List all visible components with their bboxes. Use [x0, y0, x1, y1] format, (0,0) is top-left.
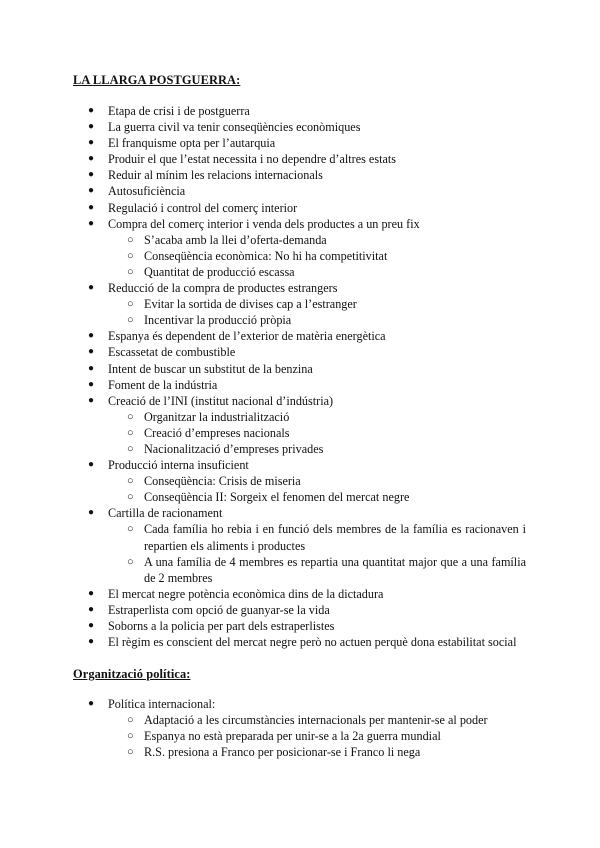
- bullet-icon: ●: [88, 282, 95, 294]
- sub-list-item: [127, 409, 526, 425]
- bullet-icon: ●: [88, 636, 95, 648]
- list-item: [0, 634, 528, 650]
- bullet-icon: ●: [88, 185, 95, 197]
- sub-list-item: [127, 441, 526, 457]
- list-item-text: Escassetat de combustible: [108, 345, 236, 360]
- sub-list-item: [127, 728, 526, 744]
- bullet-icon: ●: [88, 394, 95, 406]
- list-item: [0, 696, 528, 760]
- hollow-bullet-icon: ○: [127, 491, 134, 504]
- list-item: [0, 135, 528, 151]
- bullet-icon: ●: [88, 507, 95, 519]
- list-item: [0, 151, 528, 167]
- list-item: [0, 505, 528, 585]
- sub-list: [108, 521, 528, 585]
- list-item-text: Etapa de crisi i de postguerra: [108, 104, 250, 118]
- sub-list: [108, 296, 528, 328]
- sub-list-item: [127, 248, 526, 264]
- hollow-bullet-icon: ○: [127, 233, 134, 246]
- sub-list: [108, 712, 528, 760]
- hollow-bullet-icon: ○: [127, 555, 134, 568]
- list-item-text: Autosuficiència: [108, 184, 186, 199]
- hollow-bullet-icon: ○: [127, 442, 134, 455]
- list-item: [0, 167, 528, 183]
- bullet-icon: ●: [88, 698, 95, 709]
- list-item-text: Reducció de la compra de productes estrangers: [108, 281, 338, 296]
- bullet-icon: ●: [88, 105, 95, 116]
- bullet-icon: ●: [88, 459, 95, 471]
- list-item-text: Creació de l’INI (institut nacional d’indústria): [108, 393, 334, 408]
- hollow-bullet-icon: ○: [127, 265, 134, 278]
- bullet-icon: ●: [88, 153, 95, 165]
- bullet-icon: ●: [88, 603, 95, 615]
- sub-list-item: [127, 473, 526, 489]
- sub-list-item-text: Conseqüència: Crisis de miseria: [144, 474, 301, 489]
- hollow-bullet-icon: ○: [127, 249, 134, 262]
- bullet-icon: ●: [88, 217, 95, 229]
- sub-list: [108, 232, 528, 280]
- list-item: [0, 457, 528, 505]
- list-item-text: El mercat negre potència econòmica dins de la dictadura: [108, 586, 384, 601]
- list-item: [0, 586, 528, 602]
- bullet-icon: ●: [88, 362, 95, 374]
- bullet-icon: ●: [88, 378, 95, 390]
- sub-list-item: [127, 554, 526, 586]
- list-item-text: Soborns a la policia per part dels estraperlistes: [108, 619, 335, 633]
- list-item: [0, 200, 528, 216]
- bullet-icon: ●: [88, 330, 95, 342]
- list-item-text: Intent de buscar un substitut de la benzina: [108, 361, 313, 376]
- sub-list-item-text: Organitzar la industrialització: [144, 409, 290, 424]
- list-item: [0, 602, 528, 618]
- sub-list-item-text: Conseqüència II: Sorgeix el fenomen del mercat negre: [144, 490, 410, 505]
- sub-list-item-text: A una família de 4 membres es repartia una quantitat major que a una família de 2 membres: [144, 554, 526, 585]
- list-item: [0, 280, 528, 328]
- bullet-icon: ●: [88, 587, 95, 599]
- sub-list-item-text: Conseqüència econòmica: No hi ha competitivitat: [144, 248, 388, 263]
- sub-list-item-text: Creació d’empreses nacionals: [144, 425, 290, 440]
- list-item-text: Compra del comerç interior i venda dels productes a un preu fix: [108, 216, 420, 231]
- hollow-bullet-icon: ○: [127, 714, 134, 727]
- sub-list: [108, 473, 528, 505]
- hollow-bullet-icon: ○: [127, 426, 134, 439]
- list-item: [0, 103, 528, 119]
- hollow-bullet-icon: ○: [127, 314, 134, 327]
- hollow-bullet-icon: ○: [127, 730, 134, 743]
- list-item-text: Produir el que l’estat necessita i no dependre d’altres estats: [108, 152, 397, 167]
- sub-list-item-text: Nacionalització d’empreses privades: [144, 441, 324, 456]
- sub-list-item: [127, 744, 526, 760]
- sub-list-item: [127, 489, 526, 505]
- bullet-icon: ●: [88, 137, 95, 149]
- sub-list-item: [127, 312, 526, 328]
- section-title: LA LLARGA POSTGUERRA:: [73, 73, 241, 87]
- sub-list-item: [127, 296, 526, 312]
- sub-list-item-text: Evitar la sortida de divises cap a l’estranger: [144, 297, 357, 312]
- list-item: [0, 377, 528, 393]
- list-item: [0, 216, 528, 280]
- list-item-text: Regulació i control del comerç interior: [108, 200, 298, 215]
- hollow-bullet-icon: ○: [127, 523, 134, 536]
- list-item-text: Espanya és dependent de l’exterior de matèria energètica: [108, 329, 386, 344]
- list-item: [0, 344, 528, 360]
- list-item-text: Estraperlista com opció de guanyar-se la vida: [108, 602, 330, 617]
- bullet-icon: ●: [88, 620, 95, 631]
- list-item-text: Política internacional:: [108, 697, 216, 711]
- list-item: [0, 328, 528, 344]
- sub-list-item-text: R.S. presiona a Franco per posicionar-se i Franco li nega: [144, 745, 421, 760]
- sub-list-item-text: Incentivar la producció pròpia: [144, 313, 292, 328]
- sub-list-item: [127, 425, 526, 441]
- sub-list-item-text: Quantitat de producció escassa: [144, 264, 295, 279]
- hollow-bullet-icon: ○: [127, 410, 134, 423]
- list-item: [0, 618, 528, 634]
- sub-list: [108, 409, 528, 457]
- sub-list-item: [127, 712, 526, 728]
- sub-list-item-text: Cada família ho rebia i en funció dels membres de la família es racionaven i repartien els aliments i productes: [144, 522, 526, 553]
- list-item: [0, 183, 528, 199]
- list-item: [0, 393, 528, 457]
- sub-list-item-text: Adaptació a les circumstàncies internacionals per mantenir-se al poder: [144, 713, 488, 728]
- list-item-text: La guerra civil va tenir conseqüències econòmiques: [108, 120, 361, 135]
- hollow-bullet-icon: ○: [127, 475, 134, 488]
- bullet-icon: ●: [88, 121, 95, 133]
- section-title: Organització política:: [73, 667, 191, 681]
- list-item-text: Foment de la indústria: [108, 377, 218, 392]
- list-item-text: Producció interna insuficient: [108, 458, 249, 473]
- sub-list-item-text: S’acaba amb la llei d’oferta-demanda: [144, 232, 327, 247]
- list-item: [0, 361, 528, 377]
- sub-list-item-text: Espanya no està preparada per unir-se a la 2a guerra mundial: [144, 729, 441, 744]
- hollow-bullet-icon: ○: [127, 746, 134, 759]
- bullet-icon: ●: [88, 169, 95, 181]
- sub-list-item: [127, 264, 526, 280]
- list-item-text: El franquisme opta per l’autarquia: [108, 136, 276, 151]
- bullet-icon: ●: [88, 201, 95, 213]
- sub-list-item: [127, 232, 526, 248]
- list-item-text: Cartilla de racionament: [108, 506, 223, 521]
- list-item-text: Reduir al mínim les relacions internacionals: [108, 168, 323, 183]
- bullet-list: [0, 103, 600, 650]
- list-item: [0, 119, 528, 135]
- bullet-list: [0, 696, 600, 760]
- hollow-bullet-icon: ○: [127, 298, 134, 311]
- sub-list-item: [127, 521, 526, 553]
- bullet-icon: ●: [88, 346, 95, 358]
- list-item-text: El règim es conscient del mercat negre però no actuen perquè dona estabilitat social: [108, 635, 517, 650]
